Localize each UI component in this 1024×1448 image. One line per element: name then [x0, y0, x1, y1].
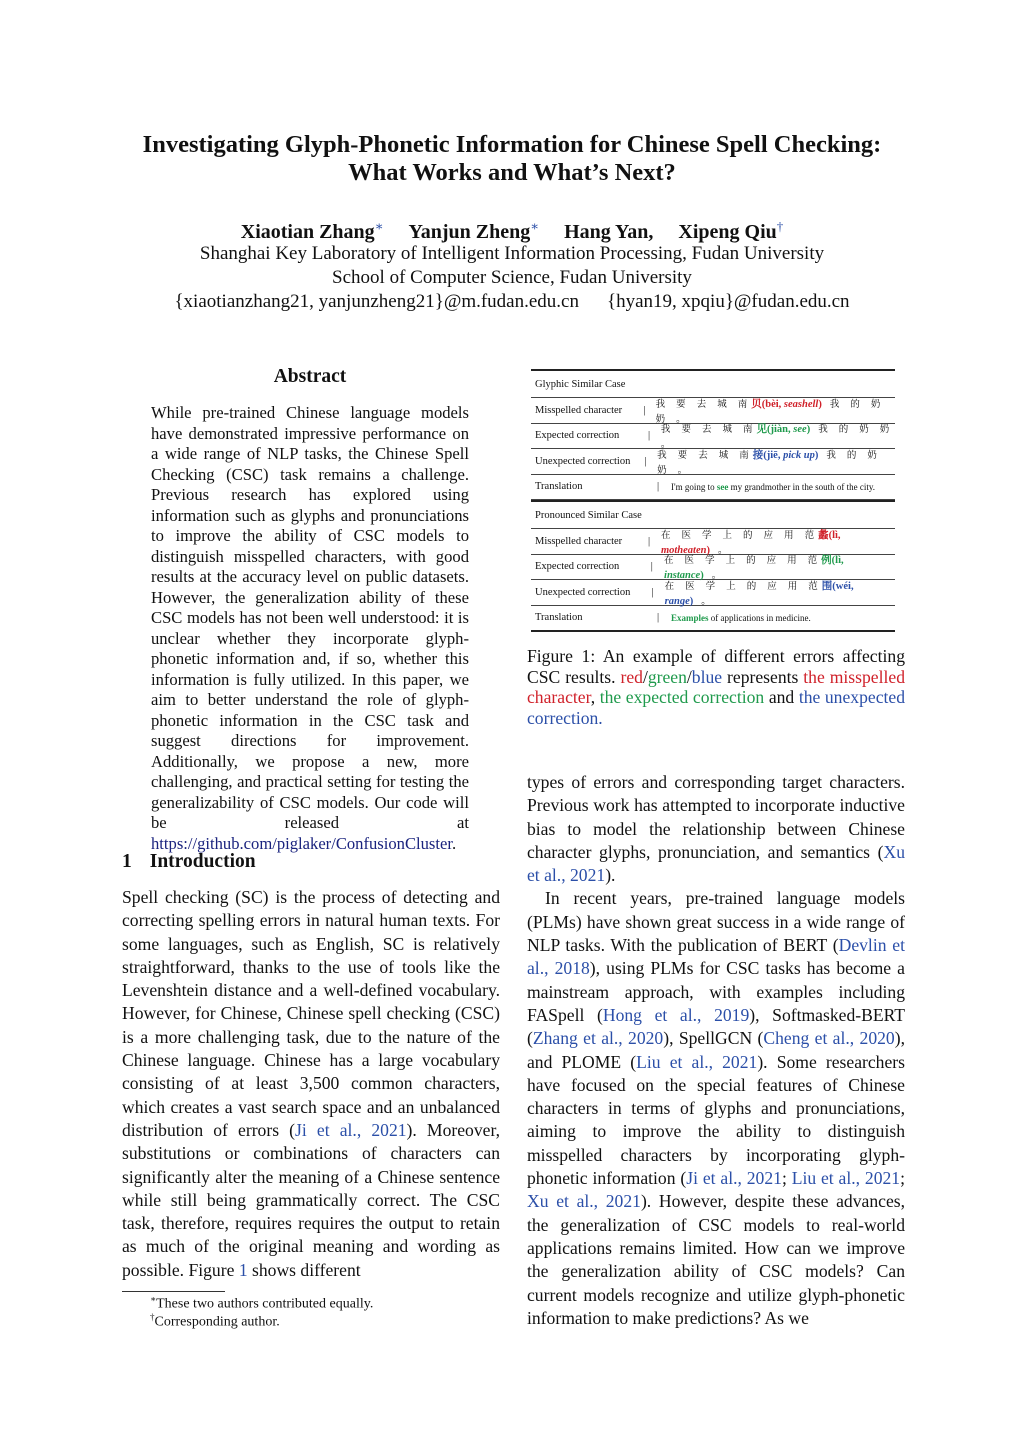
example-row — [531, 580, 895, 606]
text-segment: Spell checking (SC) is the process of detecting and correcting spelling errors in natural human texts. For some languages, such as English, SC is relatively straightforward, thanks to the use of tools like the Levenshtein distance and a well-defined vocabulary. However, for Chinese, Chinese spell checking (CSC) is a more challenging task, due to the nature of the Chinese language. Chinese has a large vocabulary consisting of at least 3,500 common characters, which creates a vast search space and an unbalanced distribution of errors ( — [122, 887, 500, 1140]
text-segment: and — [764, 687, 799, 708]
example-row — [531, 424, 895, 450]
text-segment: ). — [605, 865, 616, 886]
char: 接 — [752, 449, 764, 461]
text-segment: ), Softmasked-BERT ( — [527, 1004, 906, 1049]
citation-link[interactable]: Liu et al., 2021 — [636, 1051, 758, 1072]
separator: | — [647, 430, 651, 442]
text-segment: / — [642, 666, 648, 687]
text-segment: ). However, despite these advances, the generalization of CSC models to real-world applications remains limited. How can we improve the generalization ability of CSC models? Can current models recognize and utilize glyph-phonetic information to make predictions? As we — [527, 1191, 905, 1328]
citation-link[interactable]: Ji et al., 2021 — [686, 1168, 782, 1189]
paren: ) — [818, 398, 822, 410]
translation-text — [671, 482, 875, 492]
figure-caption — [527, 646, 905, 728]
translation-row — [531, 606, 895, 632]
affiliations — [0, 242, 1024, 314]
sentence-suffix: 我 的 奶 奶 。 — [655, 398, 885, 425]
separator: | — [650, 561, 653, 573]
author: Xiaotian Zhang∗ — [240, 218, 384, 243]
citation-link[interactable]: Cheng et al., 2020 — [763, 1028, 895, 1049]
gloss: pick up — [783, 449, 815, 461]
row-label: Translation — [535, 612, 583, 624]
row-label: Expected correction — [535, 561, 620, 573]
email: {hyan19, xpqiu}@fudan.edu.cn — [606, 291, 850, 312]
email: {xiaotianzhang21, yanjunzheng21}@m.fudan.edu.cn — [174, 291, 579, 312]
sentence-suffix: 我 的 奶 奶 。 — [660, 424, 894, 451]
separator: | — [647, 535, 651, 547]
sentence-suffix: 。 — [711, 570, 726, 582]
example-row — [531, 398, 895, 424]
pinyin: (jiàn, — [767, 424, 794, 436]
highlighted-char — [757, 424, 811, 435]
row-label: Unexpected correction — [535, 586, 631, 598]
row-label: Misspelled character — [535, 404, 623, 416]
gloss: motheaten — [660, 544, 707, 556]
text-segment: ; — [781, 1168, 792, 1189]
table-rule — [531, 630, 895, 632]
char: 蠡 — [818, 529, 829, 541]
example-row — [531, 555, 895, 581]
separator: | — [657, 612, 660, 624]
case-title: Glyphic Similar Case — [535, 378, 626, 390]
paren: ) — [814, 449, 819, 461]
figure-1-table — [531, 369, 895, 632]
char: 贝 — [751, 398, 762, 410]
text-segment: green — [647, 666, 687, 687]
author-list — [0, 218, 1024, 244]
gloss: range — [664, 595, 690, 607]
text-segment: , — [590, 687, 600, 708]
citation-link[interactable]: Zhang et al., 2020 — [532, 1028, 664, 1049]
paren: ) — [689, 595, 694, 607]
translation-text — [671, 613, 811, 623]
row-label: Misspelled character — [535, 535, 623, 547]
text-segment: ), using PLMs for CSC tasks has become a mainstream approach, with examples including FASpell ( — [527, 958, 905, 1025]
separator: | — [657, 481, 660, 493]
code-url-link[interactable]: https://github.com/piglaker/ConfusionCluster — [151, 833, 452, 853]
example-row — [531, 449, 895, 475]
sentence-prefix: 在 医 学 上 的 应 用 范 — [664, 580, 822, 592]
row-label: Unexpected correction — [535, 455, 631, 467]
section-heading-introduction: 1 Introduction — [122, 851, 256, 872]
gloss: seashell — [783, 398, 819, 410]
citation-link[interactable]: Liu et al., 2021 — [791, 1168, 901, 1189]
abstract-body — [151, 403, 469, 854]
citation-link[interactable]: Devlin et al., 2018 — [527, 935, 905, 979]
highlight: see — [716, 481, 729, 492]
text-segment: ). Some researchers have focused on the special features of Chinese characters in terms of glyphs and pronunciations, aiming to improve the ability to distinguish misspelled characters by incorporating glyph-phonetic information ( — [527, 1051, 905, 1189]
highlighted-char — [751, 399, 822, 410]
gloss: see — [793, 424, 807, 436]
sentence-prefix: 我 要 去 城 南 — [657, 449, 753, 461]
text-segment: shows different — [247, 1259, 361, 1280]
text-segment: represents — [722, 666, 804, 687]
sentence-prefix: 在 医 学 上 的 应 用 范 — [660, 529, 819, 541]
author: Xipeng Qiu† — [678, 218, 784, 243]
text-segment: the misspelled character — [527, 666, 905, 708]
text-segment: types of errors and corresponding target characters. Previous work has attempted to incorporate inductive bias to model the relationship between Chinese character glyphs, pronunciation, and semantics ( — [527, 772, 905, 862]
affiliation: Shanghai Key Laboratory of Intelligent Information Processing, Fudan University — [199, 243, 825, 264]
paren: ) — [706, 544, 710, 556]
text-segment: red — [620, 666, 643, 687]
sentence-suffix: 我 的 奶 奶 。 — [657, 449, 881, 476]
citation-link[interactable]: Ji et al., 2021 — [295, 1119, 407, 1140]
text: my grandmother in the south of the city. — [728, 481, 876, 492]
title-line: What Works and What’s Next? — [348, 159, 676, 186]
text-segment: the expected correction — [599, 687, 765, 708]
separator: | — [643, 404, 646, 416]
text-segment: ), SpellGCN ( — [663, 1028, 764, 1049]
pinyin: (jiē, — [763, 449, 784, 461]
text-segment: While pre-trained Chinese language models have demonstrated impressive performance on a wide range of NLP tasks, the Chinese Spell Checking (CSC) task remains a challenge. Previous research has explored using information such as glyphs and pronunciations to improve the ability of CSC models to distinguish misspelled characters, with good results at the accuracy level on public datasets. However, the generalization ability of these CSC models has not been well understood: it is unclear whether they incorporate glyph-phonetic information and, if so, whether this information is fully utilized. In this paper, we aim to better understand the role of glyph-phonetic information in the CSC task and suggest directions for improvement. Additionally, we propose a new, more challenging, and practical setting for testing the generalizability of CSC models. Our code will be released at — [151, 403, 469, 832]
pinyin: (wéi, — [832, 580, 854, 592]
text-segment: In recent years, pre-trained language models (PLMs) have shown great success in a wide range of NLP tasks. With the publication of BERT ( — [527, 888, 905, 956]
text-segment: ), and PLOME ( — [527, 1028, 905, 1072]
text-segment: the unexpected correction. — [527, 687, 905, 728]
footnote-divider — [122, 1291, 225, 1292]
emails — [0, 290, 1024, 314]
row-label: Expected correction — [535, 430, 620, 442]
citation-link[interactable]: Xu et al., 2021 — [527, 1191, 641, 1212]
text-segment: . — [451, 833, 457, 853]
pinyin: (lì, — [831, 555, 844, 567]
text-segment: / — [686, 666, 692, 687]
footnote: †Corresponding author. — [150, 1312, 280, 1330]
affiliation: School of Computer Science, Fudan University — [332, 267, 692, 288]
sentence-suffix: 。 — [717, 544, 732, 556]
abstract-heading: Abstract — [273, 366, 347, 387]
text: of applications in medicine. — [708, 612, 811, 623]
introduction-body — [122, 886, 500, 1282]
text-segment: blue — [691, 666, 723, 687]
citation-link[interactable]: 1 — [238, 1259, 248, 1280]
case-heading — [531, 371, 895, 398]
text: I'm going to — [671, 481, 717, 492]
paren: ) — [700, 570, 704, 582]
paper-title — [0, 131, 1024, 187]
char: 例 — [821, 555, 832, 567]
title-line: Investigating Glyph-Phonetic Information for Chinese Spell Checking: — [142, 131, 882, 158]
pinyin: (lì, — [828, 529, 841, 541]
paren: ) — [806, 424, 811, 436]
gloss: instance — [664, 570, 701, 582]
char: 见 — [756, 424, 768, 436]
example-row — [531, 529, 895, 555]
highlight: Examples — [671, 612, 709, 623]
sentence-prefix: 在 医 学 上 的 应 用 范 — [664, 555, 822, 567]
translation-row — [531, 475, 895, 501]
case-heading — [531, 502, 895, 529]
case-title: Pronounced Similar Case — [535, 509, 642, 521]
footnote: ∗These two authors contributed equally. — [150, 1294, 374, 1312]
citation-link[interactable]: Xu et al., 2021 — [527, 841, 905, 886]
char: 围 — [821, 580, 833, 592]
example-sentence — [657, 447, 895, 476]
paragraph — [527, 887, 905, 1330]
highlighted-char — [753, 450, 819, 461]
text-segment: ). Moreover, substitutions or combinations of characters can significantly alter the meaning of a Chinese sentence while still being grammatically correct. The CSC task, therefore, requires requires the output to retain as much of the original meaning and wording as possible. Figure — [122, 1119, 500, 1280]
author: Yanjun Zheng∗ — [408, 218, 540, 243]
right-column-body — [527, 771, 905, 1330]
separator: | — [644, 455, 647, 467]
row-label: Translation — [535, 481, 583, 493]
paragraph — [527, 771, 905, 887]
sentence-suffix: 。 — [701, 595, 715, 607]
sentence-prefix: 我 要 去 城 南 — [660, 424, 757, 436]
text-segment: ; — [900, 1168, 905, 1189]
example-sentence — [665, 578, 895, 607]
pinyin: (bèi, — [761, 398, 784, 410]
separator: | — [651, 586, 654, 598]
sentence-prefix: 我 要 去 城 南 — [655, 398, 752, 410]
citation-link[interactable]: Hong et al., 2019 — [602, 1004, 750, 1025]
author: Hang Yan, — [564, 220, 654, 243]
text-segment: Figure 1: An example of different errors affecting CSC results. — [527, 646, 905, 687]
